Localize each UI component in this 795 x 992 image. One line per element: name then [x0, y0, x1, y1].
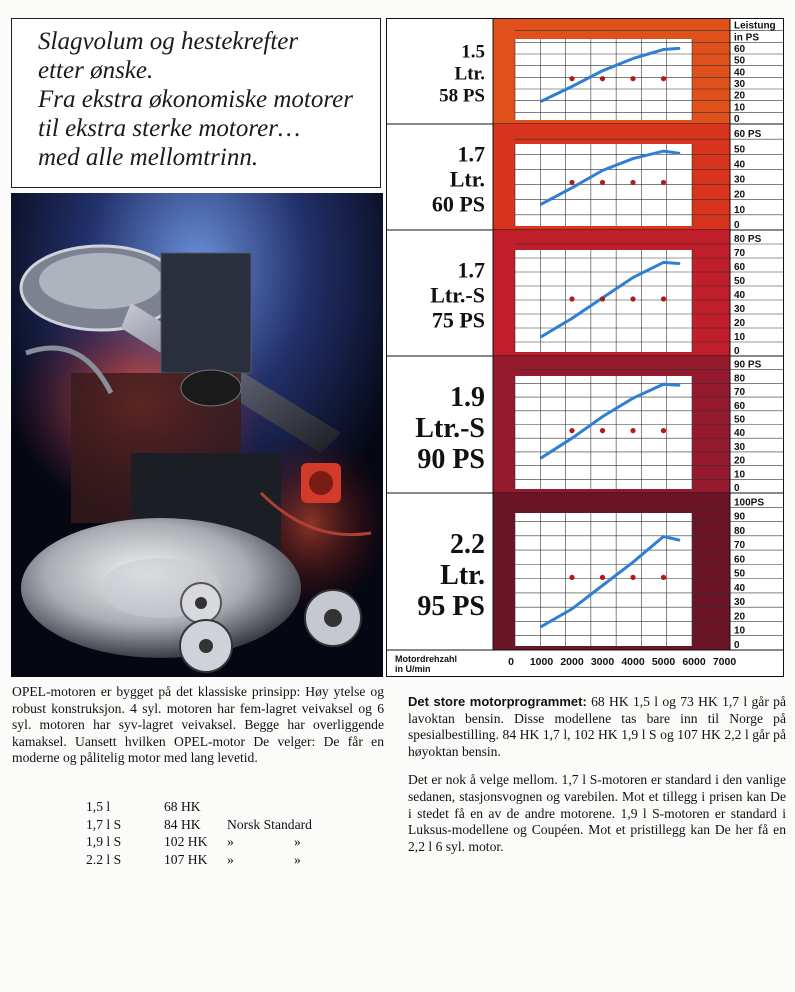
y-tick-label: 60 [734, 400, 746, 412]
note-cell: Norsk Standard [227, 816, 312, 832]
engine-label: Ltr. [449, 166, 485, 192]
marker-dot [661, 76, 666, 81]
marker-dot [661, 575, 666, 580]
engine-label: Ltr. [454, 63, 485, 85]
program-lead: Det store motorprogrammet: [408, 694, 587, 709]
choice-paragraph: Det er nok å velge mellom. 1,7 l S-motoren er standard i den vanlige sedanen, stasjonsvognen og varebilen. Mot et tillegg i prisen kan De i stedet få en av de andre motorene. 1,9 l S-motoren er standard i Luksus-modellene og Coupéen. Mot et pristillegg kan De her få en 2,2 l 6 syl. motor. [408, 772, 786, 854]
intro-paragraph: OPEL-motoren er bygget på det klassiske prinsipp: Høy ytelse og robust konstruksjon. 4 syl. motoren har fem-lagret veivaksel og 6 syl. motoren har syv-lagret veivaksel. Begge har overliggende kamaksel. Uansett hvilken OPEL-motor De velger: De får en moderne og pålitelig motor med lang levetid. [12, 684, 384, 766]
y-tick-label: 90 PS [734, 359, 762, 371]
body-left [12, 684, 384, 767]
marker-dot [569, 428, 574, 433]
y-tick-label: 0 [734, 640, 740, 651]
engine-cell: 1,9 l S [86, 834, 122, 850]
x-tick-label: 4000 [621, 656, 645, 668]
y-tick-label: 60 [734, 262, 746, 273]
y-tick-label: 0 [734, 483, 740, 494]
power-cell: 84 HK [164, 816, 201, 832]
x-tick-label: 7000 [712, 656, 737, 668]
x-tick-label: 1000 [529, 656, 554, 668]
y-tick-label: 60 [734, 44, 746, 55]
marker-dot [569, 296, 574, 301]
y-tick-label: 80 [734, 373, 746, 385]
headline [38, 27, 378, 172]
y-tick-label: Leistung [734, 20, 776, 32]
engine-label: 60 PS [431, 191, 485, 217]
panel-5 [387, 493, 783, 651]
y-tick-label: 30 [734, 79, 746, 90]
panel-4 [387, 356, 783, 494]
y-tick-label: 60 PS [734, 129, 762, 141]
marker-dot [630, 296, 635, 301]
y-tick-label: 20 [734, 611, 746, 623]
y-tick-label: 20 [734, 318, 746, 329]
engine-photo [11, 193, 383, 677]
marker-dot [600, 428, 605, 433]
y-tick-label: 10 [734, 102, 746, 114]
power-cell: 102 HK [164, 834, 208, 850]
y-tick-label: 0 [734, 346, 740, 357]
y-tick-label: 50 [734, 568, 746, 580]
y-tick-label: 100PS [734, 497, 765, 509]
y-tick-label: 10 [734, 625, 746, 637]
panel-2 [387, 124, 783, 231]
headline-line: etter ønske. [38, 57, 154, 84]
y-tick-label: 50 [734, 414, 746, 426]
y-tick-label: 30 [734, 304, 746, 315]
x-axis-label: in U/min [395, 664, 431, 674]
engine-label: Ltr.-S [415, 413, 485, 444]
power-cell: 68 HK [164, 799, 201, 814]
curve-area [515, 144, 692, 226]
note2-cell: » [294, 851, 301, 867]
marker-dot [569, 180, 574, 185]
headline-box [11, 18, 381, 188]
power-chart [387, 19, 783, 676]
headline-line: Slagvolum og hestekrefter [38, 28, 299, 55]
marker-dot [600, 575, 605, 580]
y-tick-label: 10 [734, 204, 746, 216]
marker-dot [600, 180, 605, 185]
y-tick-label: 70 [734, 387, 746, 399]
panel-1 [387, 19, 783, 125]
marker-dot [661, 296, 666, 301]
headline-line: Fra ekstra økonomiske motorer [38, 86, 353, 113]
y-tick-label: 20 [734, 189, 746, 201]
x-axis-label: Motordrehzahl [395, 654, 457, 664]
headline-line: til ekstra sterke motorer… [38, 115, 301, 142]
engine-label: 1.5 [461, 41, 485, 63]
y-tick-label: 60 [734, 554, 746, 566]
marker-dot [630, 180, 635, 185]
note2-cell: » [294, 834, 301, 850]
engine-label: 95 PS [417, 591, 485, 622]
marker-dot [630, 76, 635, 81]
y-tick-label: 10 [734, 469, 746, 481]
x-tick-label: 5000 [651, 656, 676, 668]
engine-label: 1.9 [450, 382, 485, 413]
y-tick-label: 70 [734, 248, 746, 259]
note-cell: » [227, 851, 234, 867]
marker-dot [630, 575, 635, 580]
power-chart-panel [386, 18, 784, 677]
y-tick-label: 40 [734, 582, 746, 594]
engine-cell: 1,7 l S [86, 816, 122, 832]
engine-label: 75 PS [431, 307, 485, 333]
y-tick-label: 90 [734, 511, 746, 523]
program-text: 68 HK 1,5 l og 73 HK 1,7 l går på lavoktan bensin. Disse modellene tas bare inn til Norge på spesialbestilling. 84 HK 1,7 l, 102 HK 1,9 l S og 107 HK 2,2 l går på høyoktan bensin. [408, 694, 786, 759]
power-cell: 107 HK [164, 851, 208, 867]
y-tick-label: 50 [734, 276, 746, 287]
marker-dot [569, 76, 574, 81]
marker-dot [569, 575, 574, 580]
engine-label: 58 PS [439, 85, 485, 107]
engine-label: 2.2 [450, 529, 485, 560]
y-tick-label: 40 [734, 67, 746, 79]
y-tick-label: 30 [734, 441, 746, 453]
x-tick-label: 3000 [590, 656, 615, 668]
y-tick-label: 50 [734, 55, 746, 67]
y-tick-label: 30 [734, 174, 746, 186]
marker-dot [600, 296, 605, 301]
y-tick-label: 70 [734, 540, 746, 552]
x-tick-label: 2000 [560, 656, 584, 668]
y-tick-label: 30 [734, 597, 746, 609]
engine-label: 1.7 [457, 141, 485, 167]
marker-dot [600, 76, 605, 81]
y-tick-label: in PS [734, 32, 760, 44]
y-tick-label: 10 [734, 332, 746, 343]
y-tick-label: 40 [734, 290, 746, 301]
engine-label: Ltr.-S [430, 282, 485, 308]
engine-cell: 2.2 l S [86, 851, 122, 867]
body-right [408, 694, 786, 855]
engine-label: 1.7 [457, 257, 485, 283]
engine-label: Ltr. [440, 560, 485, 591]
y-tick-label: 0 [734, 114, 740, 125]
panel-3 [387, 230, 783, 357]
y-tick-label: 40 [734, 428, 746, 440]
engine-label: 90 PS [417, 444, 485, 475]
y-tick-label: 80 PS [734, 234, 762, 245]
marker-dot [630, 428, 635, 433]
y-tick-label: 20 [734, 90, 746, 102]
headline-line: med alle mellomtrinn. [38, 144, 259, 171]
marker-dot [661, 180, 666, 185]
engine-cell: 1,5 l [86, 799, 111, 814]
x-tick-label: 6000 [682, 656, 706, 668]
y-tick-label: 50 [734, 144, 746, 156]
y-tick-label: 0 [734, 220, 740, 231]
y-tick-label: 40 [734, 159, 746, 171]
note-cell: » [227, 834, 234, 850]
x-tick-label: 0 [508, 656, 514, 668]
marker-dot [661, 428, 666, 433]
y-tick-label: 20 [734, 455, 746, 467]
program-paragraph [408, 694, 786, 760]
y-tick-label: 80 [734, 525, 746, 537]
